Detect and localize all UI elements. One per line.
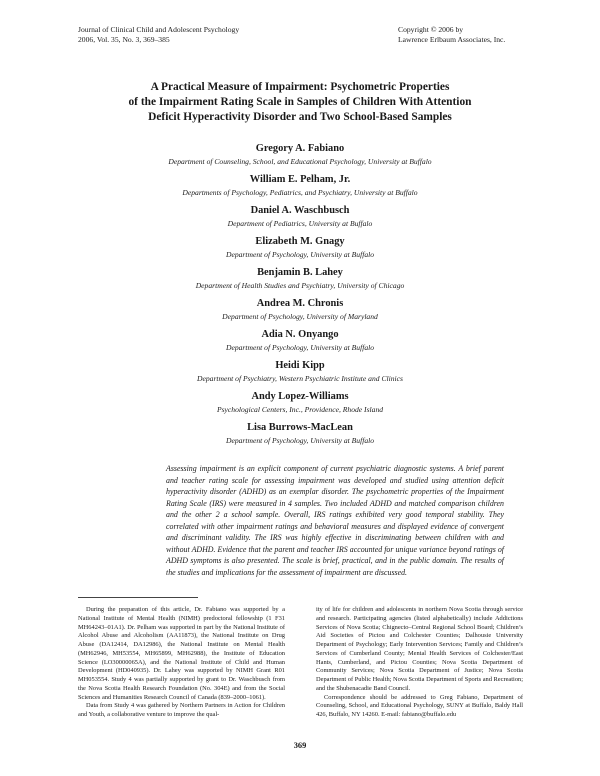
author-block <box>40 204 560 235</box>
footnotes-right-column <box>316 606 523 720</box>
author-list <box>40 142 560 452</box>
footnotes-left-column <box>78 606 285 720</box>
author-affiliation: Psychological Centers, Inc., Providence, Rhode Island <box>216 405 384 414</box>
author-block <box>40 266 560 297</box>
journal-name: Journal of Clinical Child and Adolescent Psychology <box>78 25 240 34</box>
agencies-footnote: ity of life for children and adolescents in northern Nova Scotia through service and research. Participating agencies (listed alphabetically) include Addictions Services of Nova Scotia; Chignecto–Central Regional School Board; Children’s Aid Societies of Pictou and Colchester Counties; Dalhousie University Department of Psychology; Early Intervention Services; Family and Children’s Services of Cumberland County; Mental Health Services of Colchester/East Hants, Cumberland, and Pictou Counties; Nova Scotia Department of Community Services; Nova Scotia Department of Justice; Nova Scotia Department of Public Health; Nova Scotia Department of Sports and Recreation; and the Shubenacadie Band Council. <box>316 606 523 692</box>
page-number: 369 <box>293 741 307 750</box>
author-name: Elizabeth M. Gnagy <box>255 236 345 247</box>
author-block <box>40 328 560 359</box>
author-block <box>40 297 560 328</box>
author-block <box>40 173 560 204</box>
author-affiliation: Department of Psychology, University at Buffalo <box>225 250 375 259</box>
author-block <box>40 235 560 266</box>
author-affiliation: Department of Psychology, University at Buffalo <box>225 343 375 352</box>
author-block <box>40 359 560 390</box>
publisher-line: Lawrence Erlbaum Associates, Inc. <box>398 35 506 44</box>
title-line: Deficit Hyperactivity Disorder and Two School-Based Samples <box>148 111 452 123</box>
author-affiliation: Department of Psychology, University at Buffalo <box>225 436 375 445</box>
copyright-line: Copyright © 2006 by <box>398 25 464 34</box>
journal-header <box>78 25 239 45</box>
author-affiliation: Department of Psychology, University of Maryland <box>222 312 378 321</box>
author-name: Andy Lopez-Williams <box>251 391 349 402</box>
article-title <box>60 80 540 125</box>
author-block <box>40 390 560 421</box>
data-source-footnote: Data from Study 4 was gathered by Northern Partners in Action for Children and Youth, a collaborative venture to improve the qual- <box>78 702 285 718</box>
funding-footnote: During the preparation of this article, Dr. Fabiano was supported by a National Institute of Mental Health (NIMH) predoctoral fellowship (1 F31 MH64243–01A1). Dr. Pelham was supported in part by the National Institute of Alcohol Abuse and Alcoholism (AA11873), the National Institute on Drug Abuse (DA12414, DA12986), the National Institute on Mental Health (MH62946, MH53554, MH65899, MH62988), the Institute of Education Science (LO30000065A), and the National Institute of Child and Human Development (HD040935). Dr. Lahey was supported by NIMH Grant R01 MH053554. Study 4 was partially supported by grant to Dr. Waschbusch from the Nova Scotia Health Research Foundation (No. 304E) and from the Social Sciences and Humanities Research Council of Canada (839–2000–1061). <box>78 606 285 701</box>
author-affiliation: Department of Health Studies and Psychiatry, University of Chicago <box>195 281 405 290</box>
journal-volume: 2006, Vol. 35, No. 3, 369–385 <box>78 35 170 44</box>
author-name: Heidi Kipp <box>275 360 325 371</box>
author-name: Gregory A. Fabiano <box>255 143 345 154</box>
author-block <box>40 142 560 173</box>
author-name: Lisa Burrows-MacLean <box>247 422 353 433</box>
author-affiliation: Departments of Psychology, Pediatrics, and Psychiatry, University at Buffalo <box>182 188 418 197</box>
author-name: Benjamin B. Lahey <box>257 267 343 278</box>
footnote-divider <box>78 597 198 598</box>
author-name: Daniel A. Waschbusch <box>250 205 350 216</box>
author-affiliation: Department of Pediatrics, University at Buffalo <box>227 219 373 228</box>
abstract: Assessing impairment is an explicit component of current psychiatric diagnostic systems. A brief parent and teacher rating scale for assessing impairment was developed and studied using attention deficit hyperactivity disorder (ADHD) as an exemplar disorder. The psychometric properties of the Impairment Rating Scale (IRS) were measured in 4 samples. Two included ADHD and matched comparison children and the other 2 a school sample. Overall, IRS ratings exhibited very good temporal stability. They correlated with other impairment ratings and behavioral measures and displayed evidence of convergent and discriminant validity. The IRS was highly effective in discriminating between children with and without ADHD. Evidence that the parent and teacher IRS accounted for unique variance beyond ratings of ADHD symptoms is also presented. The scale is brief, practical, and in the public domain. The results of the studies and implications for the assessment of impairment are discussed. <box>166 464 504 577</box>
author-affiliation: Department of Counseling, School, and Educational Psychology, University at Buffalo <box>168 157 432 166</box>
title-line: A Practical Measure of Impairment: Psychometric Properties <box>150 81 450 93</box>
copyright-header <box>398 25 505 45</box>
title-line: of the Impairment Rating Scale in Samples of Children With Attention <box>128 96 472 108</box>
author-name: Adia N. Onyango <box>261 329 339 340</box>
correspondence-footnote: Correspondence should be addressed to Greg Fabiano, Department of Counseling, School, and Educational Psychology, SUNY at Buffalo, Baldy Hall 426, Buffalo, NY 14260. E-mail: fabiano@buffalo.edu <box>316 693 523 718</box>
author-name: William E. Pelham, Jr. <box>249 174 351 185</box>
author-affiliation: Department of Psychiatry, Western Psychiatric Institute and Clinics <box>197 374 403 383</box>
author-block <box>40 421 560 452</box>
author-name: Andrea M. Chronis <box>256 298 344 309</box>
